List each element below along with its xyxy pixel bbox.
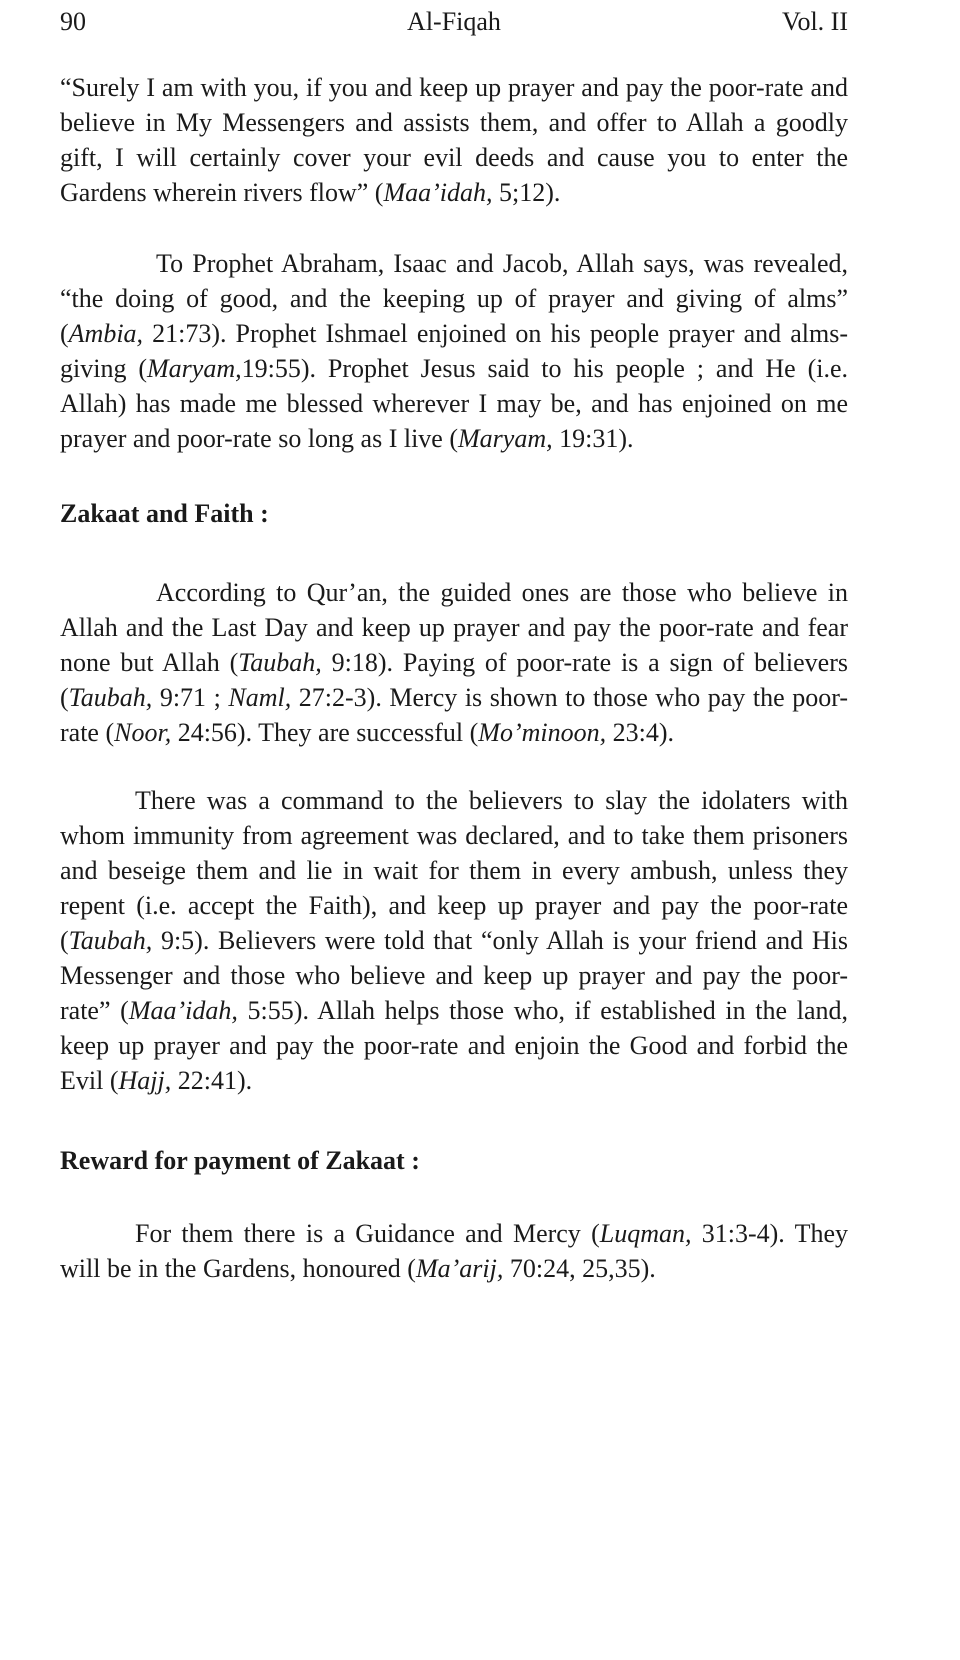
- reward-paragraph: For them there is a Guidance and Mercy (Luqman, 31:3-4). They will be in the Gardens, honoured (Ma’arij, 70:24, 25,35).: [60, 1219, 849, 1283]
- section-heading-reward: Reward for payment of Zakaat :: [60, 1146, 420, 1175]
- prophets-paragraph: To Prophet Abraham, Isaac and Jacob, Allah says, was revealed, “the doing of good, and the keeping up of prayer and giving of alms” (Ambia, 21:73). Prophet Ishmael enjoined on his people prayer and alms-giving (Maryam,19:55). Prophet Jesus said to his people ; and He (i.e. Allah) has made me blessed wherever I may be, and has enjoined on me prayer and poor-rate so long as I live (Maryam, 19:31).: [60, 249, 848, 453]
- citation: Taubah,: [68, 683, 153, 712]
- command-paragraph: There was a command to the believers to slay the idolaters with whom immunity from agreement was declared, and to take them prisoners and beseige them and lie in wait for them in every ambush, unless they repent (i.e. accept the Faith), and keep up prayer and pay the poor-rate (Taubah, 9:5). Believers were told that “only Allah is your friend and His Messenger and those who believe and keep up prayer and pay the poor-rate” (Maa’idah, 5:55). Allah helps those who, if established in the land, keep up prayer and pay the poor-rate and enjoin the Good and forbid the Evil (Hajj, 22:41).: [60, 786, 848, 1095]
- running-header: [60, 4, 848, 40]
- citation: Mo’minoon,: [478, 718, 607, 747]
- volume-label: Vol. II: [782, 7, 848, 36]
- citation: Noor,: [114, 718, 172, 747]
- citation: Ambia,: [68, 319, 144, 348]
- page-body: [60, 70, 848, 1286]
- citation: Taubah,: [238, 648, 322, 677]
- citation: Maryam,: [147, 354, 242, 383]
- citation: Ma’arij,: [415, 1254, 504, 1283]
- citation: Hajj,: [118, 1066, 172, 1095]
- citation: Maa’idah,: [128, 996, 238, 1025]
- citation: Naml,: [228, 683, 292, 712]
- citation: Taubah,: [68, 926, 153, 955]
- citation: Luqman,: [599, 1219, 692, 1248]
- citation: Maa’idah,: [383, 178, 493, 207]
- page-number: 90: [60, 7, 86, 36]
- section-heading-faith: Zakaat and Faith :: [60, 499, 269, 528]
- quote-paragraph: “Surely I am with you, if you and keep up prayer and pay the poor-rate and believe in My Messengers and assists them, and offer to Allah a goodly gift, I will certainly cover your evil deeds and cause you to enter the Gardens wherein rivers flow” (Maa’idah, 5;12).: [60, 73, 848, 207]
- faith-paragraph: According to Qur’an, the guided ones are those who believe in Allah and the Last Day and keep up prayer and pay the poor-rate and fear none but Allah (Taubah, 9:18). Paying of poor-rate is a sign of believers (Taubah, 9:71 ; Naml, 27:2-3). Mercy is shown to those who pay the poor-rate (Noor, 24:56). They are successful (Mo’minoon, 23:4).: [60, 578, 848, 747]
- book-title: Al-Fiqah: [407, 7, 501, 36]
- citation: Maryam,: [458, 424, 553, 453]
